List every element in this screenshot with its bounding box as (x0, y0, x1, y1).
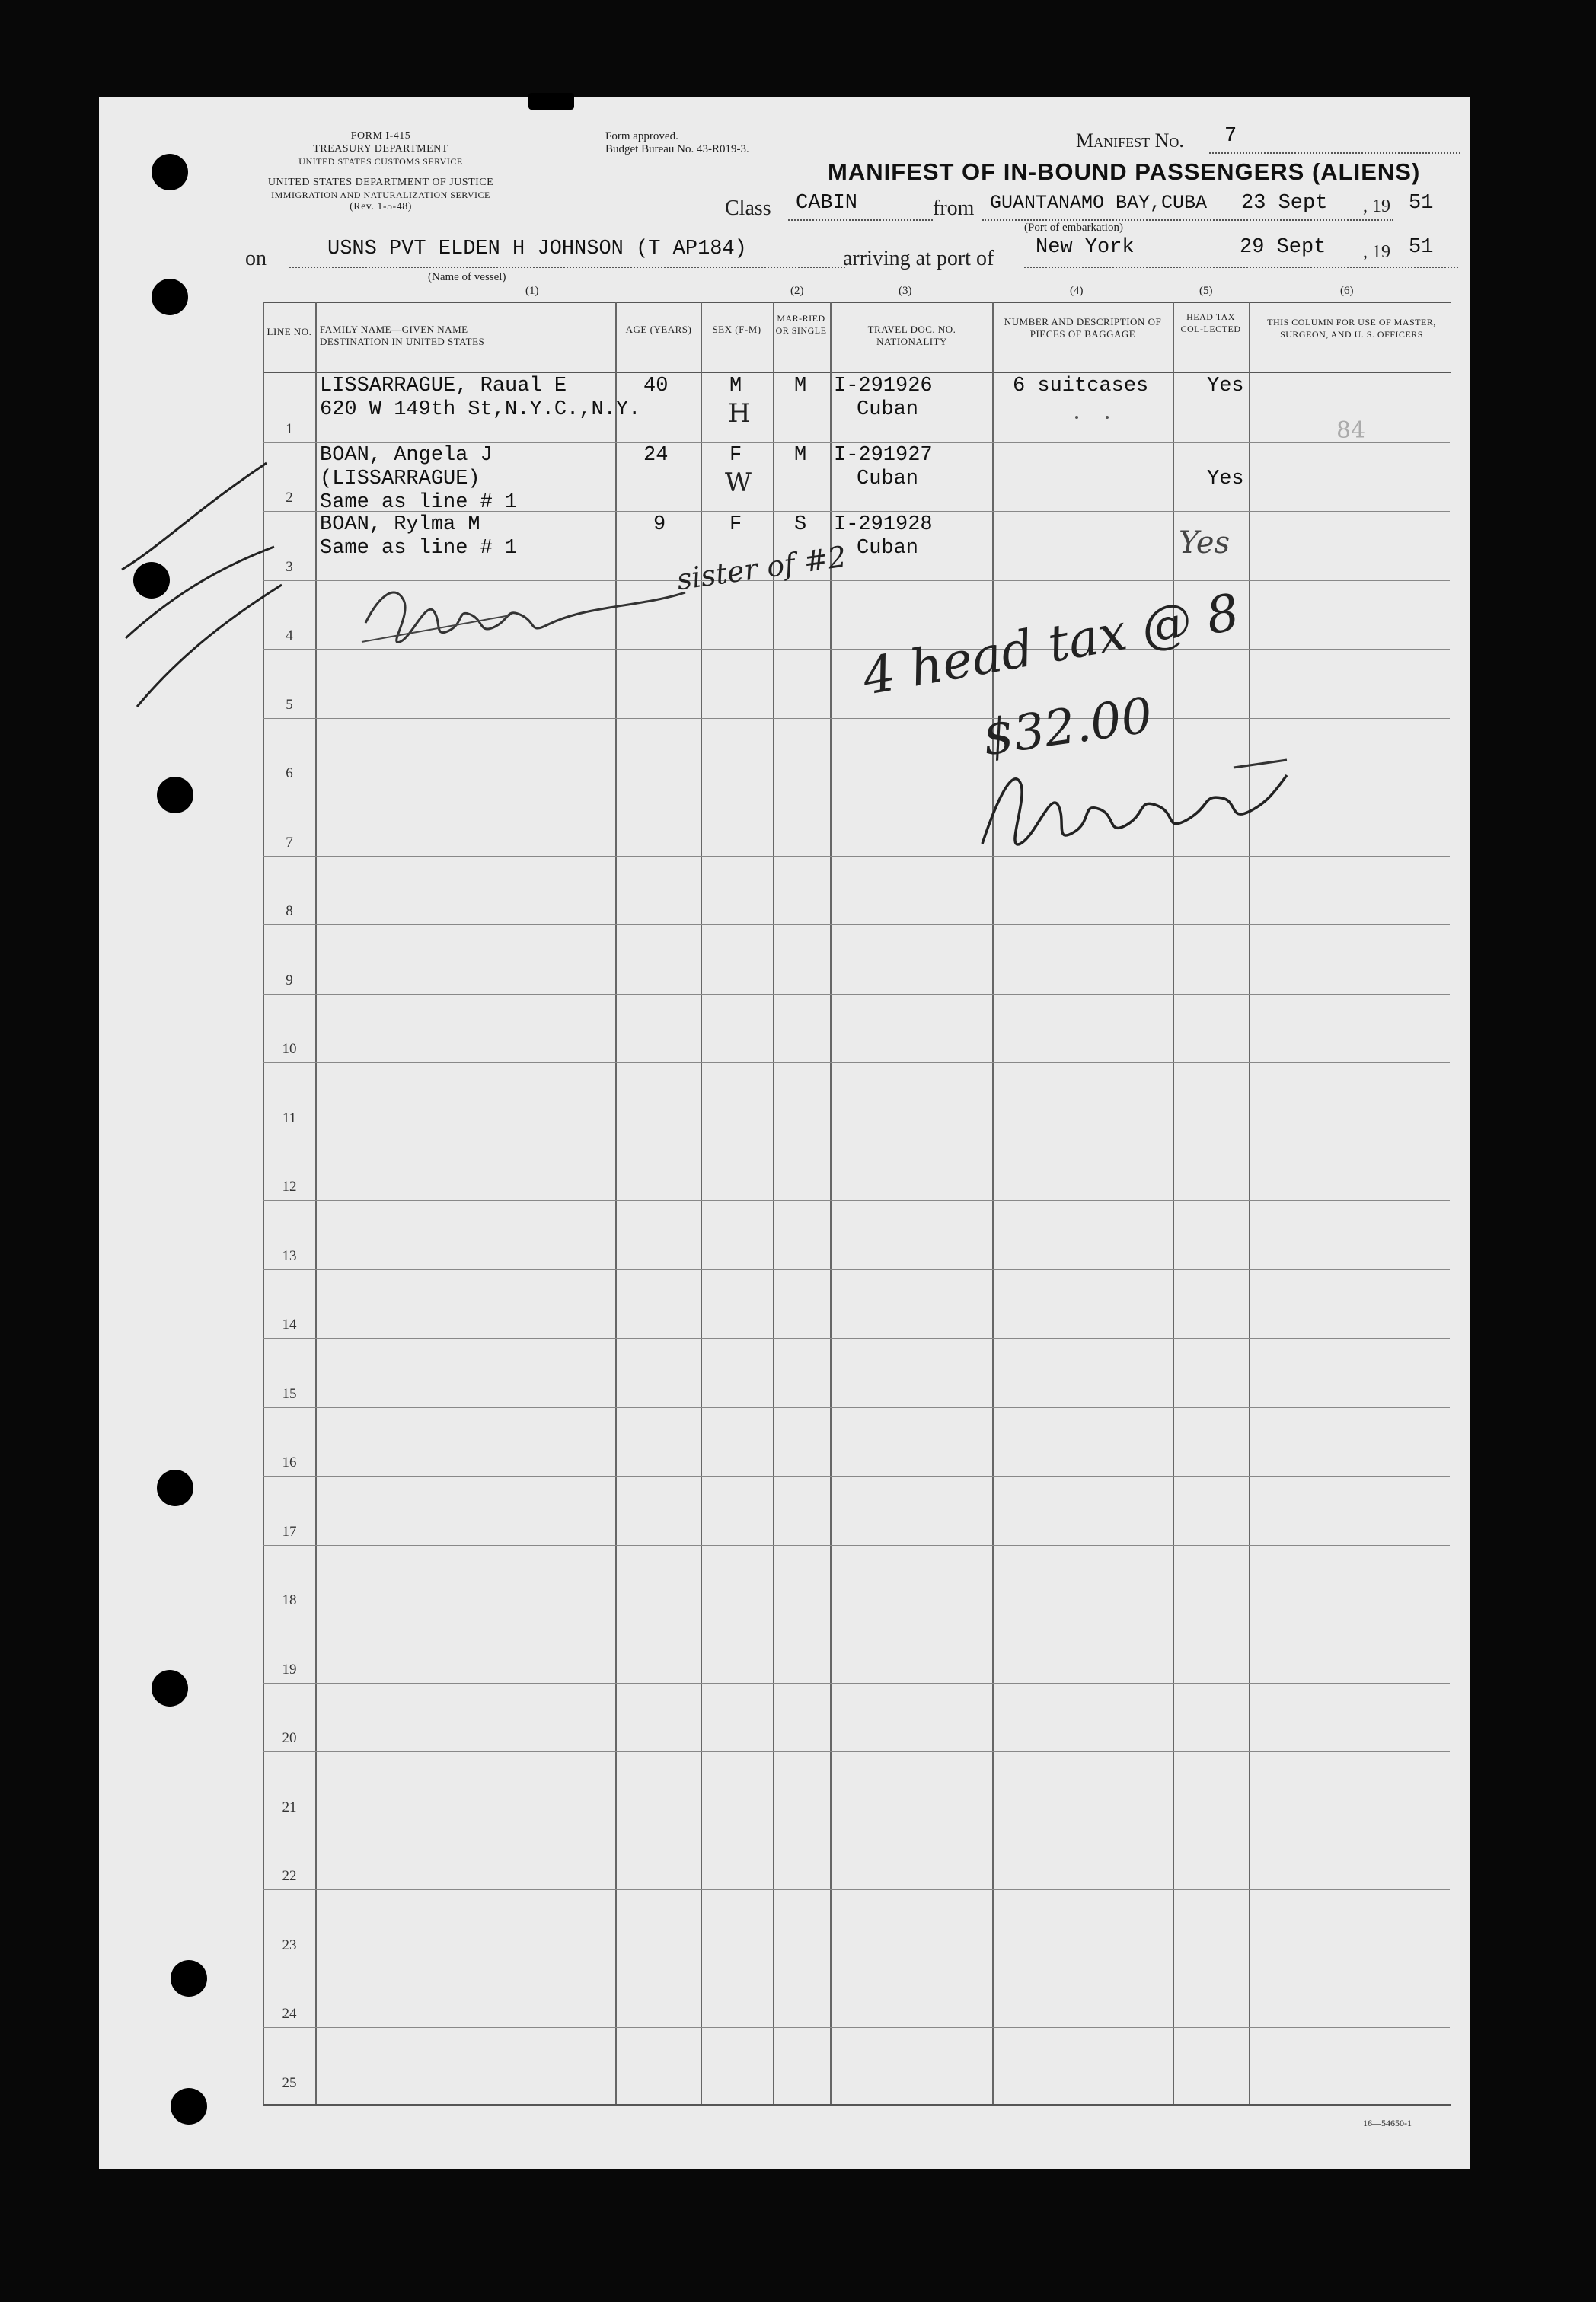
line-number: 3 (286, 558, 293, 575)
on-label: on (245, 247, 267, 270)
manifest-page (99, 97, 1470, 2169)
head-tax-amount: $32.00 (978, 687, 1156, 768)
manifest-no-label: Manifest No. (1076, 129, 1184, 152)
year-prefix-1: , 19 (1363, 196, 1390, 216)
row1-sex: M (729, 375, 742, 398)
col-header-sex: SEX (F-M) (712, 324, 761, 335)
line-number: 21 (282, 1799, 297, 1815)
row2-doc: I-291927 (834, 444, 933, 467)
row3-tax-handwritten: Yes (1179, 525, 1231, 560)
row-separator (263, 924, 1450, 925)
row2-married: M (794, 444, 807, 467)
row2-sex-mark: W (725, 468, 752, 498)
row-separator (263, 442, 1450, 443)
line-number: 1 (286, 420, 293, 437)
line-number: 7 (286, 834, 293, 851)
page-title: MANIFEST OF IN-BOUND PASSENGERS (ALIENS) (828, 158, 1421, 185)
line-number: 4 (286, 627, 293, 643)
line-number: 10 (282, 1041, 297, 1057)
row2-age: 24 (643, 444, 669, 467)
row2-tax: Yes (1207, 468, 1244, 490)
col-number-5: (5) (1199, 285, 1213, 297)
row-separator (263, 994, 1450, 995)
ins-service: IMMIGRATION AND NATURALIZATION SERVICE (271, 190, 490, 200)
row-separator (263, 1751, 1450, 1752)
row3-doc: I-291928 (834, 513, 933, 536)
punch-hole (171, 1960, 207, 1997)
row-separator (263, 1889, 1450, 1890)
year-suffix-1: 51 (1409, 192, 1434, 215)
line-number: 16 (282, 1454, 297, 1470)
customs-service: UNITED STATES CUSTOMS SERVICE (298, 156, 463, 167)
row1-baggage: 6 suitcases (1013, 375, 1149, 398)
line-number: 20 (282, 1730, 297, 1746)
arrival-port: New York (1036, 236, 1135, 259)
row-separator (263, 1476, 1450, 1477)
row-separator (263, 1545, 1450, 1546)
row1-name: LISSARRAGUE, Raual E (320, 375, 567, 398)
line-number: 19 (282, 1661, 297, 1678)
line-number: 9 (286, 972, 293, 988)
row-separator (263, 1338, 1450, 1339)
departure-date: 23 Sept (1241, 192, 1328, 215)
row1-sex-mark: H (728, 398, 751, 429)
line-number: 17 (282, 1523, 297, 1540)
line-number: 6 (286, 765, 293, 781)
col-number-4: (4) (1070, 285, 1084, 297)
col-header-name: FAMILY NAME—GIVEN NAME DESTINATION IN UNITED STATES (320, 324, 485, 347)
row2-name: BOAN, Angela J (320, 444, 493, 467)
justice-dept: UNITED STATES DEPARTMENT OF JUSTICE (267, 177, 494, 188)
punch-hole (133, 562, 170, 599)
sister-annotation: sister of #2 (675, 539, 849, 597)
row-separator (263, 1200, 1450, 1201)
col-number-3: (3) (899, 285, 912, 297)
col-number-2: (2) (790, 285, 804, 297)
form-id: FORM I-415 (350, 130, 411, 142)
col-header-line: LINE NO. (267, 326, 312, 337)
from-label: from (933, 196, 975, 220)
line-number: 24 (282, 2006, 297, 2022)
vessel-name: USNS PVT ELDEN H JOHNSON (T AP184) (327, 238, 747, 260)
punch-hole (171, 2088, 207, 2125)
signature-2 (967, 730, 1294, 867)
punch-hole (157, 1470, 193, 1506)
line-number: 8 (286, 903, 293, 919)
row1-doc: I-291926 (834, 375, 933, 398)
row1-tax: Yes (1207, 375, 1244, 398)
row3-destination: Same as line # 1 (320, 537, 518, 560)
col-number-6: (6) (1340, 285, 1354, 297)
col-header-officer: THIS COLUMN FOR USE OF MASTER, SURGEON, AND U. S. OFFICERS (1267, 317, 1436, 340)
punch-hole (152, 1670, 188, 1707)
col-header-married: MAR-RIED OR SINGLE (775, 313, 827, 336)
clip-mark (528, 93, 574, 110)
punch-hole (152, 154, 188, 190)
row1-nationality: Cuban (857, 398, 919, 421)
print-code: 16—54650-1 (1363, 2118, 1412, 2128)
treasury-dept: TREASURY DEPARTMENT (313, 143, 448, 155)
row3-nationality: Cuban (857, 537, 919, 560)
arrival-date: 29 Sept (1240, 236, 1326, 259)
vessel-note: (Name of vessel) (428, 271, 506, 283)
revision: (Rev. 1-5-48) (350, 201, 412, 212)
signature-1 (358, 570, 693, 661)
line-number: 14 (282, 1317, 297, 1333)
col-number-1: (1) (525, 285, 539, 297)
col-header-age: AGE (YEARS) (625, 324, 692, 335)
row2-sex: F (729, 444, 742, 467)
row3-age: 9 (653, 513, 666, 536)
row3-sex: F (729, 513, 742, 536)
row2-maiden-name: (LISSARRAGUE) (320, 468, 480, 490)
budget-bureau: Budget Bureau No. 43-R019-3. (605, 143, 749, 155)
punch-hole (157, 777, 193, 813)
line-number: 11 (282, 1109, 297, 1126)
row3-name: BOAN, Rylma M (320, 513, 480, 536)
form-approved: Form approved. (605, 130, 678, 142)
col-header-tax: HEAD TAX COL-LECTED (1180, 311, 1241, 334)
line-number: 18 (282, 1592, 297, 1608)
col-header-doc: TRAVEL DOC. NO. NATIONALITY (867, 324, 956, 347)
year-suffix-2: 51 (1409, 236, 1434, 259)
line-number: 25 (282, 2074, 297, 2091)
punch-hole (152, 279, 188, 315)
row-separator (263, 1269, 1450, 1270)
row-separator (263, 718, 1450, 719)
line-number: 15 (282, 1385, 297, 1402)
line-number: 23 (282, 1936, 297, 1953)
row-separator (263, 1062, 1450, 1063)
line-number: 13 (282, 1247, 297, 1264)
class-label: Class (725, 196, 771, 220)
head-tax-note: 4 head tax @ 8 (858, 583, 1244, 707)
line-number: 12 (282, 1179, 297, 1195)
row-separator (263, 2027, 1450, 2028)
class-value: CABIN (796, 192, 858, 215)
manifest-no: 7 (1224, 125, 1237, 148)
officer-mark: 84 (1336, 417, 1366, 444)
arriving-label: arriving at port of (843, 247, 994, 270)
row2-destination: Same as line # 1 (320, 491, 518, 514)
row1-destination: 620 W 149th St,N.Y.C.,N.Y. (320, 398, 641, 421)
line-number: 22 (282, 1868, 297, 1884)
row1-age: 40 (643, 375, 669, 398)
year-prefix-2: , 19 (1363, 242, 1390, 262)
row-separator (263, 1407, 1450, 1408)
row3-married: S (794, 513, 807, 536)
port-embarkation-note: (Port of embarkation) (1024, 222, 1123, 234)
col-header-baggage: NUMBER AND DESCRIPTION OF PIECES OF BAGGAGE (1004, 316, 1162, 340)
embarkation-port: GUANTANAMO BAY,CUBA (990, 192, 1208, 214)
line-number: 5 (286, 696, 293, 713)
line-number: 2 (286, 490, 293, 506)
row1-married: M (794, 375, 807, 398)
row-separator (263, 1683, 1450, 1684)
row2-nationality: Cuban (857, 468, 919, 490)
